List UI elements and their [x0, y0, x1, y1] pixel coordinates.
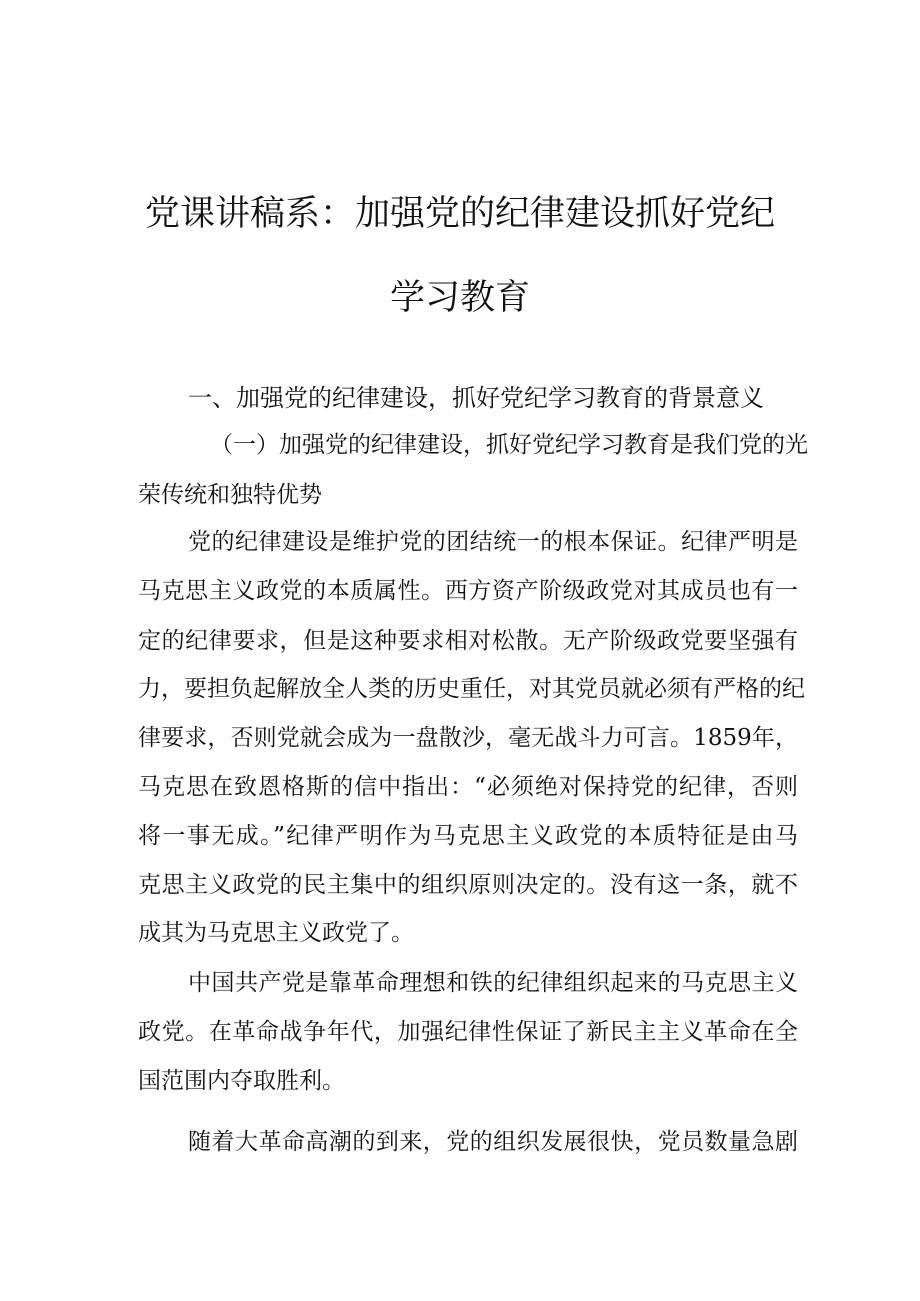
section-1-heading: 一、加强党的纪律建设，抓好党纪学习教育的背景意义	[188, 384, 764, 412]
paragraph-1-line: 成其为马克思主义政党了。	[138, 920, 414, 946]
subsection-1-heading-line-2: 荣传统和独特优势	[138, 482, 322, 508]
document-title-line-1: 党课讲稿系：加强党的纪律建设抓好党纪	[144, 194, 775, 234]
paragraph-3-line: 随着大革命高潮的到来，党的组织发展很快，党员数量急剧	[188, 1129, 798, 1155]
paragraph-1-line: 律要求，否则党就会成为一盘散沙，毫无战斗力可言。1859年，	[138, 725, 798, 751]
paragraph-2-line: 政党。在革命战争年代，加强纪律性保证了新民主主义革命在全	[138, 1019, 798, 1045]
paragraph-2-line: 国范围内夺取胜利。	[138, 1068, 345, 1094]
paragraph-1-line: 党的纪律建设是维护党的团结统一的根本保证。纪律严明是	[188, 529, 798, 555]
paragraph-1-line: 马克思主义政党的本质属性。西方资产阶级政党对其成员也有一	[138, 578, 798, 604]
paragraph-1-line: 克思主义政党的民主集中的组织原则决定的。没有这一条，就不	[138, 872, 798, 898]
subsection-1-heading-line-1: （一）加强党的纪律建设，抓好党纪学习教育是我们党的光	[210, 432, 808, 458]
paragraph-1-line: 力，要担负起解放全人类的历史重任，对其党员就必须有严格的纪	[138, 676, 805, 702]
paragraph-1-line: 马克思在致恩格斯的信中指出：“必须绝对保持党的纪律，否则	[138, 774, 798, 800]
paragraph-1-line: 定的纪律要求，但是这种要求相对松散。无产阶级政党要坚强有	[138, 628, 798, 654]
paragraph-1-line: 将一事无成。”纪律严明作为马克思主义政党的本质特征是由马	[138, 823, 798, 849]
document-title-line-2: 学习教育	[389, 278, 530, 318]
paragraph-2-line: 中国共产党是靠革命理想和铁的纪律组织起来的马克思主义	[188, 970, 798, 996]
